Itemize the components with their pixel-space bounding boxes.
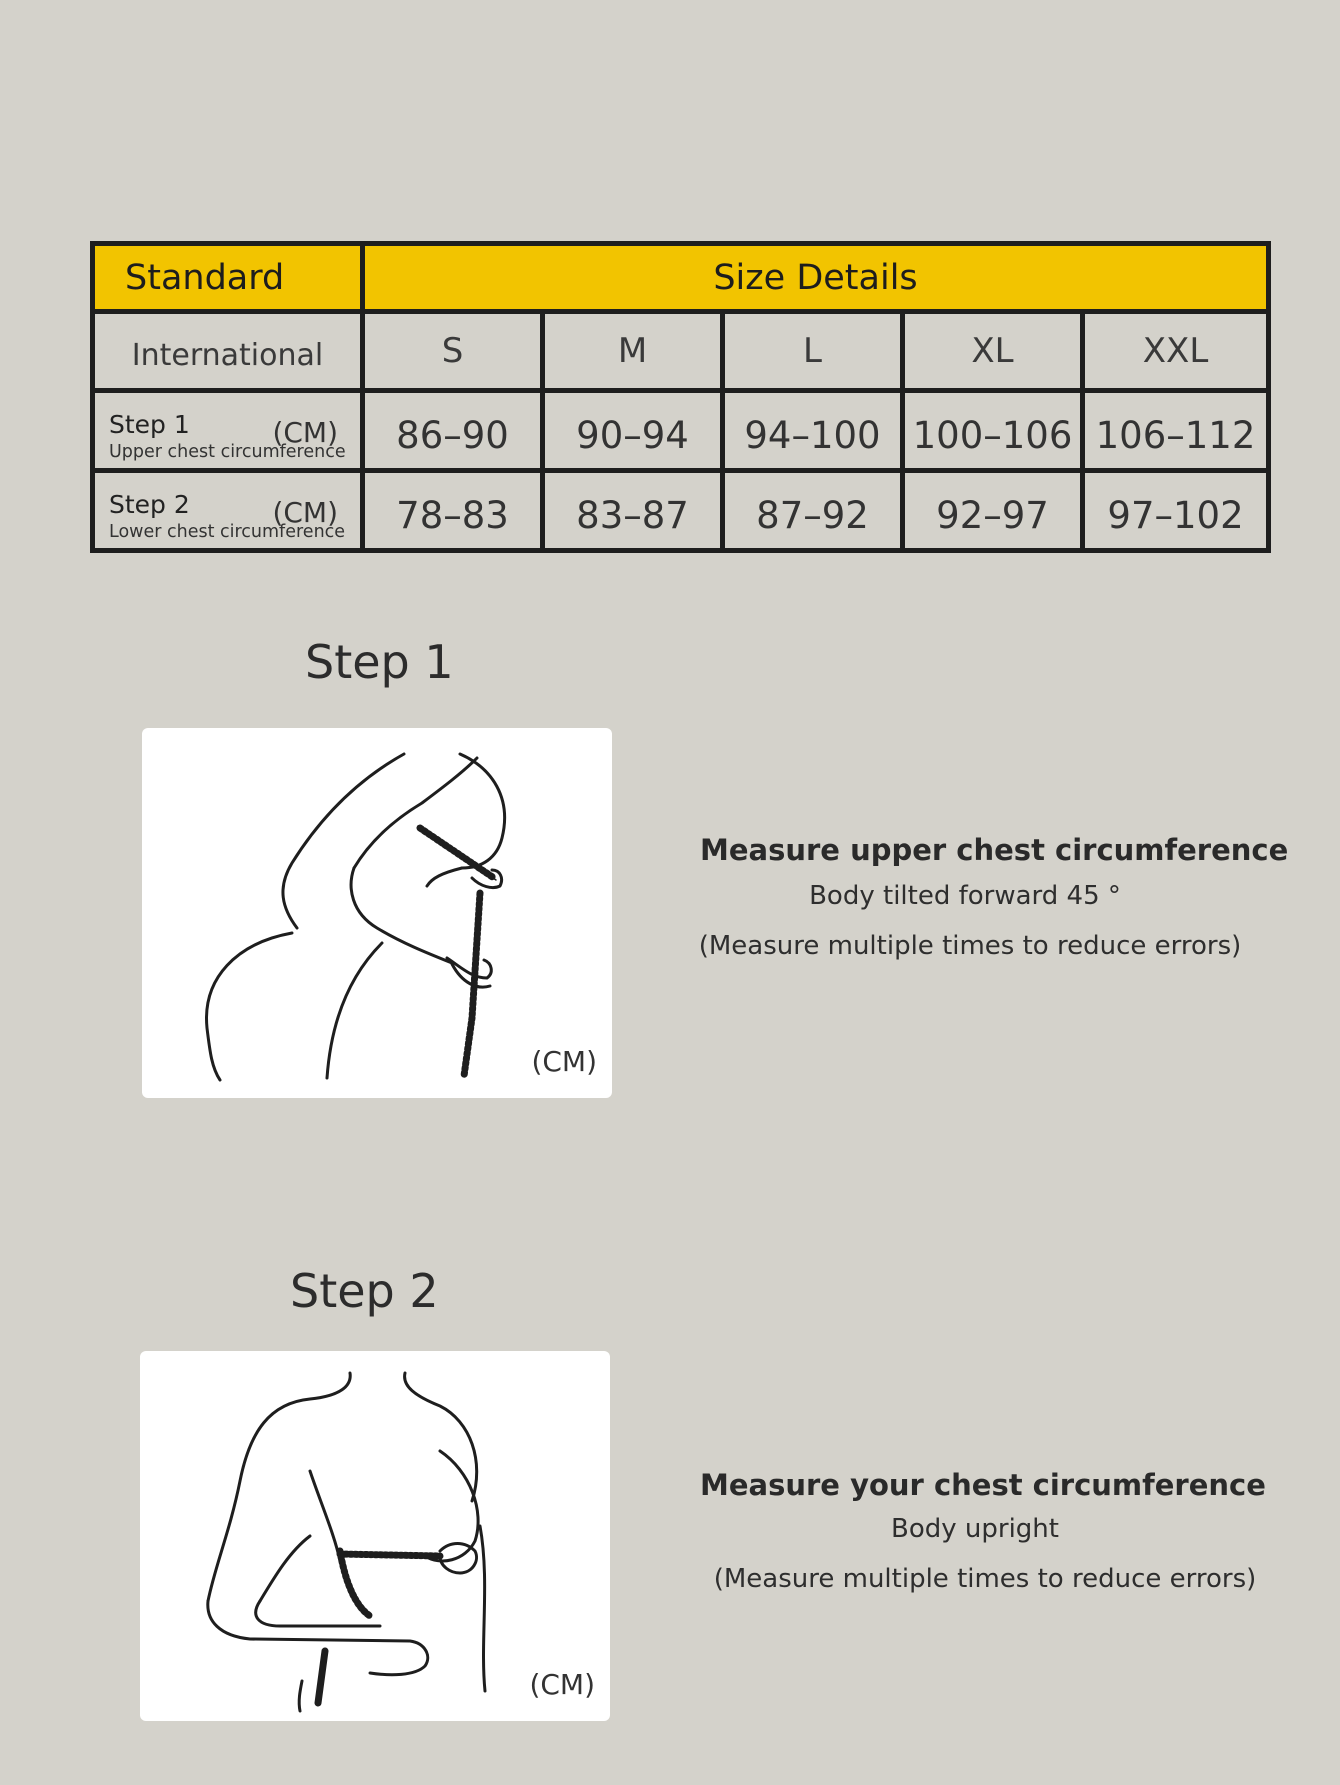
size-chart-table bbox=[90, 241, 1271, 553]
step1-title: Measure upper chest circumference bbox=[700, 833, 1289, 867]
step1-illustration-panel bbox=[142, 728, 612, 1098]
standard-header: Standard bbox=[93, 244, 363, 312]
step1-heading: Step 1 bbox=[305, 635, 454, 689]
step2-line2: (Measure multiple times to reduce errors) bbox=[713, 1564, 1257, 1594]
table-cell: 100–106 bbox=[903, 391, 1083, 471]
size-l: L bbox=[723, 312, 903, 391]
step1-unit-label: (CM) bbox=[531, 1045, 597, 1078]
table-cell: 86–90 bbox=[363, 391, 543, 471]
step2-unit-label: (CM) bbox=[529, 1668, 595, 1701]
step2-illustration-panel bbox=[140, 1351, 610, 1721]
step1-line2: (Measure multiple times to reduce errors) bbox=[698, 931, 1242, 961]
table-header-row bbox=[93, 244, 1269, 312]
international-label: International bbox=[93, 312, 363, 391]
row-unit: (CM) bbox=[272, 496, 338, 529]
table-cell: 78–83 bbox=[363, 471, 543, 551]
table-cell: 97–102 bbox=[1083, 471, 1269, 551]
row-title: Step 2 bbox=[109, 490, 190, 519]
size-s: S bbox=[363, 312, 543, 391]
table-cell: 83–87 bbox=[543, 471, 723, 551]
row-label-step1 bbox=[93, 391, 363, 471]
row-label-step2 bbox=[93, 471, 363, 551]
size-details-header: Size Details bbox=[363, 244, 1269, 312]
table-cell: 87–92 bbox=[723, 471, 903, 551]
row-subtitle: Upper chest circumference bbox=[109, 442, 346, 462]
size-m: M bbox=[543, 312, 723, 391]
table-cell: 92–97 bbox=[903, 471, 1083, 551]
row-subtitle: Lower chest circumference bbox=[109, 522, 346, 542]
table-cell: 90–94 bbox=[543, 391, 723, 471]
chest-measure-illustration-icon bbox=[140, 1351, 610, 1721]
step2-heading: Step 2 bbox=[290, 1264, 439, 1318]
size-xl: XL bbox=[903, 312, 1083, 391]
international-size-row bbox=[93, 312, 1269, 391]
step1-line1: Body tilted forward 45 ° bbox=[809, 881, 1121, 911]
step2-title: Measure your chest circumference bbox=[700, 1468, 1266, 1502]
table-cell: 94–100 bbox=[723, 391, 903, 471]
step1-description bbox=[698, 833, 1289, 961]
step2-description bbox=[700, 1468, 1266, 1594]
table-cell: 106–112 bbox=[1083, 391, 1269, 471]
size-xxl: XXL bbox=[1083, 312, 1269, 391]
upper-chest-measure-illustration-icon bbox=[142, 728, 612, 1098]
table-row bbox=[93, 471, 1269, 551]
step2-line1: Body upright bbox=[891, 1514, 1059, 1544]
row-title: Step 1 bbox=[109, 410, 190, 439]
row-unit: (CM) bbox=[272, 416, 338, 449]
table-row bbox=[93, 391, 1269, 471]
